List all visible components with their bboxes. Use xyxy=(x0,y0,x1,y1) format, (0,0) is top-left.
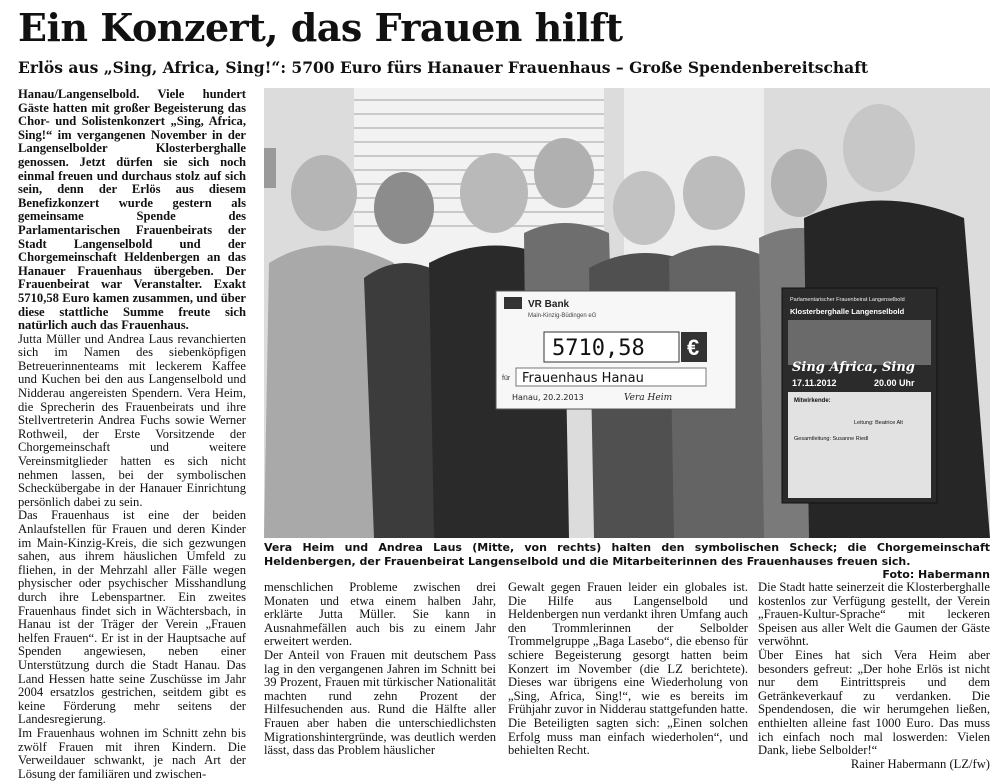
photo-credit: Foto: Habermann xyxy=(882,568,990,581)
article-column-1 xyxy=(18,87,246,781)
body-paragraph: Gewalt gegen Frauen leider ein globales ist. Die Hilfe aus Langenselbold und Heldenbergen nun verdankt ihren Umfang auch den Trommlerinnen der Selbolder Trommelgruppe „Baga Lasebo“, die ebenso für schiere Begeisterung gesorgt hatten beim Konzert im November (die LZ berichtete). Dieses war übrigens eine Wiederholung von „Sing, Africa, Sing!“, wie es bereits im Frühjahr zuvor in Nidderau stattgefunden hatte. Die Beteiligten sagten sich: „Einen solchen Erfolg muss man einfach wiederholen“, und behielten Recht. xyxy=(508,580,749,758)
body-paragraph xyxy=(758,647,990,771)
photo-scene xyxy=(264,88,990,538)
body-paragraph: Jutta Müller und Andrea Laus revanchierten sich im Namen des siebenköpfigen Betreuerinnenteams mit leckerem Kaffee und Kuchen bei den aus Langenselbold und Nidderau angereisten Spendern. Vera Heim, die Sprecherin des Frauenbeirats und ihre Stellvertreterin Andrea Fuchs sowie Werner Rothweil, der Erste Vorsitzende der Chorgemeinschaft und weitere Vereinsmitglieder hatten es sich nicht nehmen lassen, bei der symbolischen Scheckübergabe in der Hanauer Einrichtung persönlich dabei zu sein. xyxy=(18,331,246,509)
cheque-bank-sub: Main-Kinzig-Büdingen eG xyxy=(528,313,597,319)
headline: Ein Konzert, das Frauen hilft xyxy=(18,5,623,50)
poster-header1: Parlamentarischer Frauenbeirat Langenselbold xyxy=(790,297,905,303)
body-paragraph: Das Frauenhaus ist eine der beiden Anlaufstellen für Frauen und deren Kinder im Main-Kinzig-Kreis, die sich gezwungen sahen, aus ihrem häuslichen Umfeld zu fliehen, in der Mehrzahl aller Fälle wegen physischer oder psychischer Misshandlung durch ihre Lebenspartner. Ein zweites Frauenhaus findet sich in Wächtersbach, in Hanau ist der Träger der Verein „Frauen helfen Frauen“. Er ist in der Hauptsache auf Spenden angewiesen, neben einer Unterstützung durch die Stadt Hanau. Das Land Hessen hatte seine Zuschüsse im Jahr 2004 ersatzlos gestrichen, seitdem gibt es keine Förderung mehr seitens der Landesregierung. xyxy=(18,508,246,727)
cheque xyxy=(496,291,736,409)
photo-caption-text: Vera Heim und Andrea Laus (Mitte, von rechts) halten den symbolischen Scheck; die Chorgemeinschaft Heldenbergen, der Frauenbeirat Langenselbold und die Mitarbeiterinnen des Frauenhauses freuen sich. xyxy=(264,541,990,568)
article-column-4 xyxy=(758,580,990,771)
photo-caption xyxy=(264,541,990,582)
article-column-3 xyxy=(508,580,749,758)
poster-title: Sing Africa, Sing xyxy=(792,360,915,375)
body-paragraph: menschlichen Probleme zwischen drei Monaten und etwa einem halben Jahr, erklärte Jutta Müller. Sie kann in Ausnahmefällen auch bis zu einem Jahr erweitert werden. xyxy=(264,580,496,649)
poster-mitwirkende: Mitwirkende: xyxy=(794,398,831,404)
cheque-signature: Vera Heim xyxy=(624,393,673,403)
body-paragraph: Die Stadt hatte seinerzeit die Klosterberghalle kostenlos zur Verfügung gestellt, der Verein „Frauen-Kultur-Sprache“ mit leckeren Speisen aus aller Welt die Gaumen der Gäste verwöhnt. xyxy=(758,580,990,649)
poster-gesamtleitung: Gesamtleitung: Susanne Riedl xyxy=(794,436,869,442)
cheque-place-date: Hanau, 20.2.2013 xyxy=(512,393,584,402)
poster-leitung: Leitung: Beatrice Alt xyxy=(854,420,903,426)
poster-header2: Klosterberghalle Langenselbold xyxy=(790,307,905,316)
poster-date: 17.11.2012 xyxy=(792,378,837,388)
article-column-2 xyxy=(264,580,496,758)
closing-quote: Über Eines hat sich Vera Heim aber besonders gefreut: „Der hohe Erlös ist nicht nur dem Eintrittspreis und dem Getränkeverkauf zu verdanken. Die Spendendosen, die wir herumgehen ließen, enthielten alleine fast 1000 Euro. Das muss ich einfach noch mal loswerden: Vielen Dank, liebe Selbolder!“ xyxy=(758,647,990,758)
cheque-payee: Frauenhaus Hanau xyxy=(522,371,644,386)
cheque-currency: € xyxy=(687,335,700,360)
lead-paragraph: Hanau/Langenselbold. Viele hundert Gäste hatten mit großer Begeisterung das Chor- und Solistenkonzert „Sing, Africa, Sing!“ im vergangenen November in der Langenselbolder Klosterberghalle genossen. Jetzt dürfen sie sich noch einmal freuen und durchaus stolz auf sich sein, denn der Erlös aus diesem Benefizkonzert wurde gestern als gemeinsame Spende des Parlamentarischen Frauenbeirats der Stadt Langenselbold und der Chorgemeinschaft Heldenbergen an das Hanauer Frauenhaus übergeben. Der Frauenbeirat war Veranstalter. Exakt 5710,58 Euro kamen zusammen, und über diese stattliche Summe freute sich natürlich auch das Frauenhaus. xyxy=(18,87,246,333)
author-signature: Rainer Habermann (LZ/fw) xyxy=(850,756,990,771)
subheadline: Erlös aus „Sing, Africa, Sing!“: 5700 Euro fürs Hanauer Frauenhaus – Große Spendenbereitschaft xyxy=(18,58,869,77)
body-paragraph: Der Anteil von Frauen mit deutschem Pass lag in den vergangenen Jahren im Schnitt bei 39 Prozent, Frauen mit türkischer Nationalität machten rund zehn Prozent der Hilfesuchenden aus. Rund die Hälfte aller Frauen aber haben die unterschiedlichsten Migrationshintergründe, was deutlich werden lässt, dass das Problem häuslicher xyxy=(264,647,496,758)
concert-poster xyxy=(782,288,937,503)
article-photo xyxy=(264,88,990,538)
body-paragraph: Im Frauenhaus wohnen im Schnitt zehn bis zwölf Frauen mit ihren Kindern. Die Verweildauer schwankt, je nach Art der Lösung der familiären und zwischen- xyxy=(18,725,246,781)
cheque-bank: VR Bank xyxy=(528,299,570,310)
cheque-amount: 5710,58 xyxy=(552,336,645,361)
poster-time: 20.00 Uhr xyxy=(874,378,915,388)
cheque-for-label: für xyxy=(502,375,511,382)
